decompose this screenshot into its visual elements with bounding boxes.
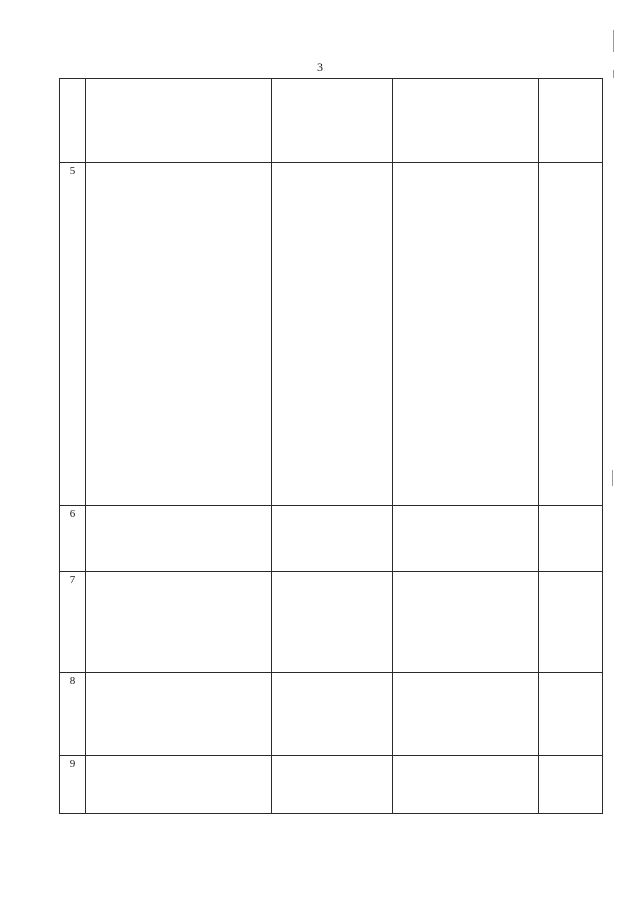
responsible-cell: [272, 163, 393, 506]
result-cell: [393, 163, 539, 506]
responsible-cell: [272, 572, 393, 673]
row-number: 9: [60, 756, 86, 814]
deadline-cell: [539, 163, 603, 506]
deadline-cell: [539, 79, 603, 163]
row-number: 7: [60, 572, 86, 673]
event-cell: [86, 79, 272, 163]
page-number: 3: [317, 60, 323, 74]
responsible-cell: [272, 673, 393, 756]
result-cell: [393, 572, 539, 673]
row-number: [60, 79, 86, 163]
responsible-cell: [272, 79, 393, 163]
result-cell: [393, 756, 539, 814]
table-row: [60, 163, 603, 506]
deadline-cell: [539, 756, 603, 814]
event-cell: [86, 673, 272, 756]
row-number: 6: [60, 506, 86, 572]
event-cell: [86, 506, 272, 572]
plan-table: [59, 78, 603, 814]
table-row: [60, 506, 603, 572]
table-row: [60, 756, 603, 814]
table-row: [60, 572, 603, 673]
result-cell: [393, 79, 539, 163]
scan-mark: [613, 30, 614, 52]
row-number: 5: [60, 163, 86, 506]
table-row: [60, 673, 603, 756]
deadline-cell: [539, 572, 603, 673]
row-number: 8: [60, 673, 86, 756]
deadline-cell: [539, 506, 603, 572]
result-cell: [393, 506, 539, 572]
scan-mark: [613, 70, 614, 78]
result-cell: [393, 673, 539, 756]
responsible-cell: [272, 506, 393, 572]
event-cell: [86, 572, 272, 673]
event-cell: [86, 756, 272, 814]
deadline-cell: [539, 673, 603, 756]
scan-mark: [612, 470, 613, 486]
event-cell: [86, 163, 272, 506]
responsible-cell: [272, 756, 393, 814]
table-row: [60, 79, 603, 163]
